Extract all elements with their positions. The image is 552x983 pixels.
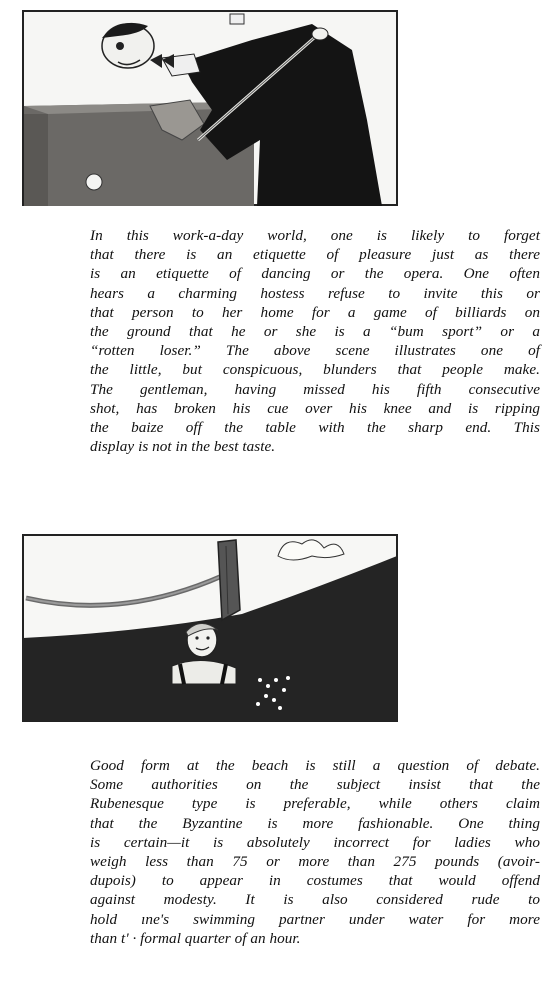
caption-line: that there is an etiquette of pleasure just as there — [90, 246, 540, 264]
caption-line: the little, but conspicuous, blunders that people make. — [90, 361, 540, 379]
caption-line: Good form at the beach is still a question of debate. — [90, 757, 540, 774]
caption-line: Rubenesque type is preferable, while others claim — [90, 795, 540, 813]
caption-line: The gentleman, having missed his fifth consecutive — [90, 380, 540, 398]
caption-line: that person to her home for a game of billiards on — [90, 303, 540, 321]
caption-line: dupois) to appear in costumes that would offend — [90, 872, 540, 890]
beach-caption — [90, 756, 540, 948]
caption-line: hold ıne's swimming partner under water for more — [90, 910, 540, 928]
caption-line: is an etiquette of dancing or the opera. One often — [90, 265, 540, 283]
caption-line: the ground that he or she is a “bum sport” or a — [90, 323, 540, 341]
caption-line: is certain—it is absolutely incorrect for ladies who — [90, 833, 540, 851]
caption-line: against modesty. It is also considered rude to — [90, 891, 540, 909]
billiards-caption — [90, 226, 540, 456]
caption-line: the baize off the table with the sharp end. This — [90, 419, 540, 437]
beach-illustration — [22, 534, 398, 722]
caption-line: In this work-a-day world, one is likely to forget — [90, 227, 540, 244]
caption-line: shot, has broken his cue over his knee and is ripping — [90, 399, 540, 417]
caption-line: Some authorities on the subject insist that the — [90, 776, 540, 794]
billiards-illustration — [22, 10, 398, 206]
caption-line: “rotten loser.” The above scene illustrates one of — [90, 342, 540, 360]
caption-line: than t' · formal quarter of an hour. — [90, 929, 301, 947]
caption-line: weigh less than 75 or more than 275 pounds (avoir- — [90, 853, 540, 871]
caption-line: display is not in the best taste. — [90, 438, 276, 456]
caption-line: that the Byzantine is more fashionable. One thing — [90, 814, 540, 832]
caption-line: hears a charming hostess refuse to invite this or — [90, 284, 540, 302]
